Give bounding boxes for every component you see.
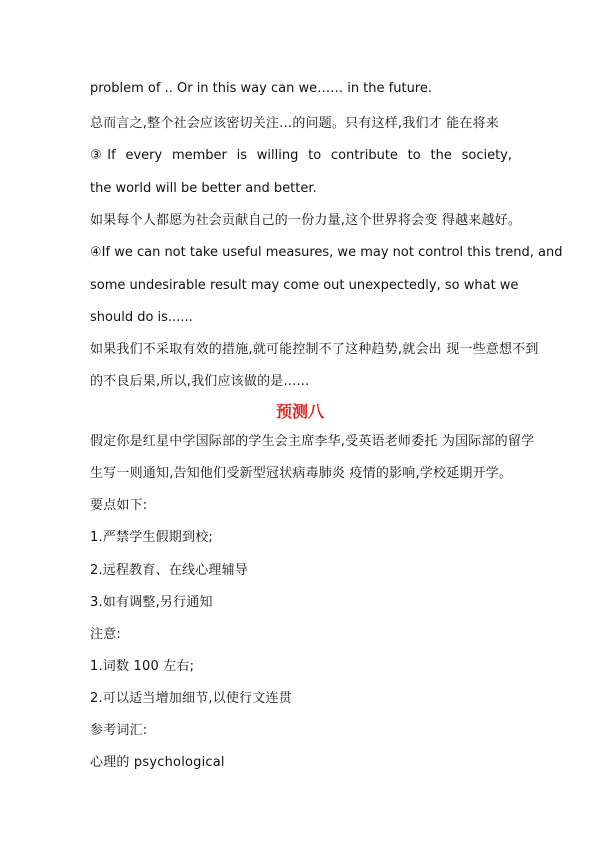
list-item: 3.如有调整,另行通知 (90, 595, 213, 610)
list-item: 1.严禁学生假期到校; (90, 530, 213, 545)
section-title: 预测八 (275, 402, 324, 421)
text-line: 注意: (90, 627, 121, 642)
list-item: 2.远程教育、在线心理辅导 (90, 563, 249, 578)
text-line: 如果我们不采取有效的措施,就可能控制不了这种趋势,就会出 现一些意想不到 (90, 342, 539, 357)
text-line: 参考词汇: (90, 723, 148, 738)
text-line: 生写一则通知,告知他们受新型冠状病毒肺炎 疫情的影响,学校延期开学。 (90, 466, 513, 481)
text-line: ③If every member is willing to contribute to the society, (90, 148, 512, 163)
vocabulary-entry: 心理的 psychological (90, 755, 225, 770)
text-line: problem of .. Or in this way can we…… in the future. (90, 81, 432, 96)
text-line: 要点如下: (90, 498, 148, 513)
text-line: ④If we can not take useful measures, we may not control this trend, and (90, 245, 563, 260)
text-line: 假定你是红星中学国际部的学生会主席李华,受英语老师委托 为国际部的留学 (90, 434, 535, 449)
text-line: should do is...... (90, 310, 193, 325)
text-line: some undesirable result may come out unexpectedly, so what we (90, 278, 519, 293)
list-item: 1.词数 100 左右; (90, 659, 195, 674)
text-line: 的不良后果,所以,我们应该做的是...... (90, 374, 310, 389)
text-line: 如果每个人都愿为社会贡献自己的一份力量,这个世界将会变 得越来越好。 (90, 213, 522, 228)
list-item: 2.可以适当增加细节,以使行文连贯 (90, 691, 292, 706)
text-line: the world will be better and better. (90, 181, 317, 196)
text-line: 总而言之,整个社会应该密切关注…的问题。只有这样,我们才 能在将来 (90, 116, 499, 131)
